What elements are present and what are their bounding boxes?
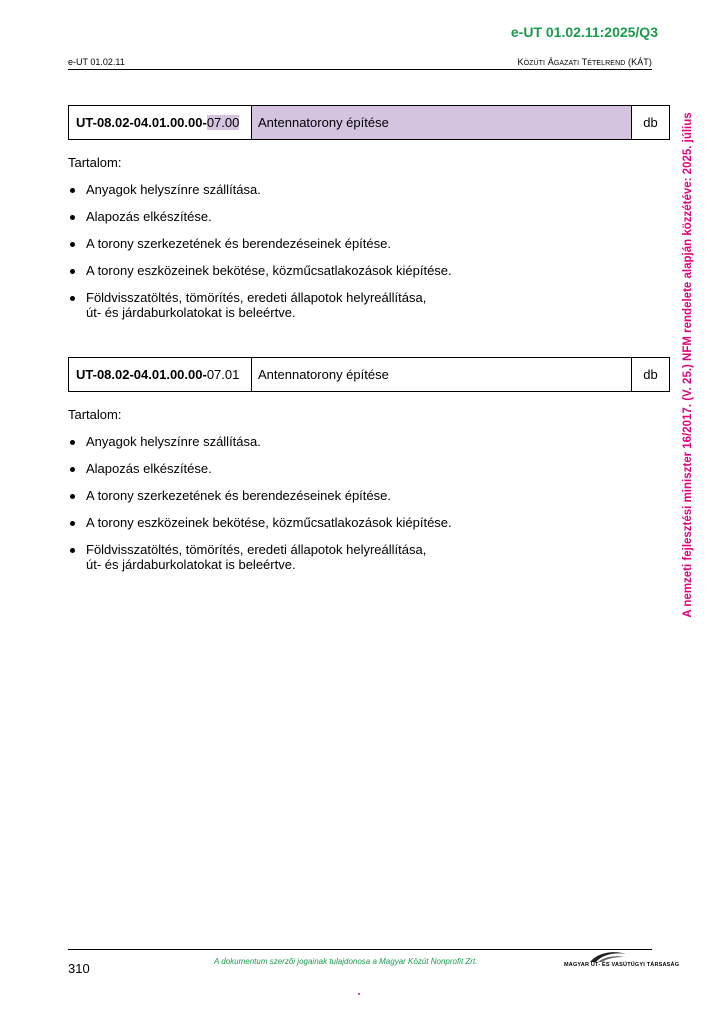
item-block-2 [68,357,670,572]
list-item: Földvisszatöltés, tömörítés, eredeti állapotok helyreállítása, út- és járdaburkolatokat is beleértve. [68,542,486,572]
list-item: Földvisszatöltés, tömörítés, eredeti állapotok helyreállítása, út- és járdaburkolatokat is beleértve. [68,290,486,320]
list-item: A torony szerkezetének és berendezéseinek építése. [68,488,486,503]
item-code: UT-08.02-04.01.00.00- 07.01 [69,358,252,391]
content-heading: Tartalom: [68,407,122,422]
page-number: 310 [68,961,90,976]
content-list [68,434,670,572]
item-name: Antennatorony építése [252,106,632,139]
logo-text: MAGYAR ÚT- ÉS VASÚTÜGYI TÁRSASÁG [564,962,680,968]
list-item: Anyagok helyszínre szállítása. [68,434,486,449]
item-code: UT-08.02-04.01.00.00- 07.00 [69,106,252,139]
item-table [68,105,670,140]
list-item: A torony szerkezetének és berendezéseinek építése. [68,236,486,251]
item-table [68,357,670,392]
header-left-code: e-UT 01.02.11 [68,57,125,67]
item-unit: db [643,115,658,130]
list-item: Alapozás elkészítése. [68,209,486,224]
content-list [68,182,670,320]
list-item: A torony eszközeinek bekötése, közműcsatlakozások kiépítése. [68,515,486,530]
side-publication-note: A nemzeti fejlesztési miniszter 16/2017. (V. 25.) NFM rendelete alapján közzétéve: 2025. július [682,112,694,618]
item-name: Antennatorony építése [252,358,632,391]
content-heading: Tartalom: [68,155,122,170]
item-unit: db [643,367,658,382]
company-logo [564,950,680,974]
list-item: Anyagok helyszínre szállítása. [68,182,486,197]
copyright-note: A dokumentum szerzői jogainak tulajdonosa a Magyar Közút Nonprofit Zrt. [214,957,478,966]
header-rule [68,69,652,70]
decorative-dot [358,993,360,995]
header-right-title: KÖZÚTI ÁGAZATI TÉTELREND (KÁT) [517,57,652,67]
document-code: e-UT 01.02.11:2025/Q3 [510,24,658,40]
list-item: Alapozás elkészítése. [68,461,486,476]
item-block-1 [68,105,670,320]
list-item: A torony eszközeinek bekötése, közműcsatlakozások kiépítése. [68,263,486,278]
